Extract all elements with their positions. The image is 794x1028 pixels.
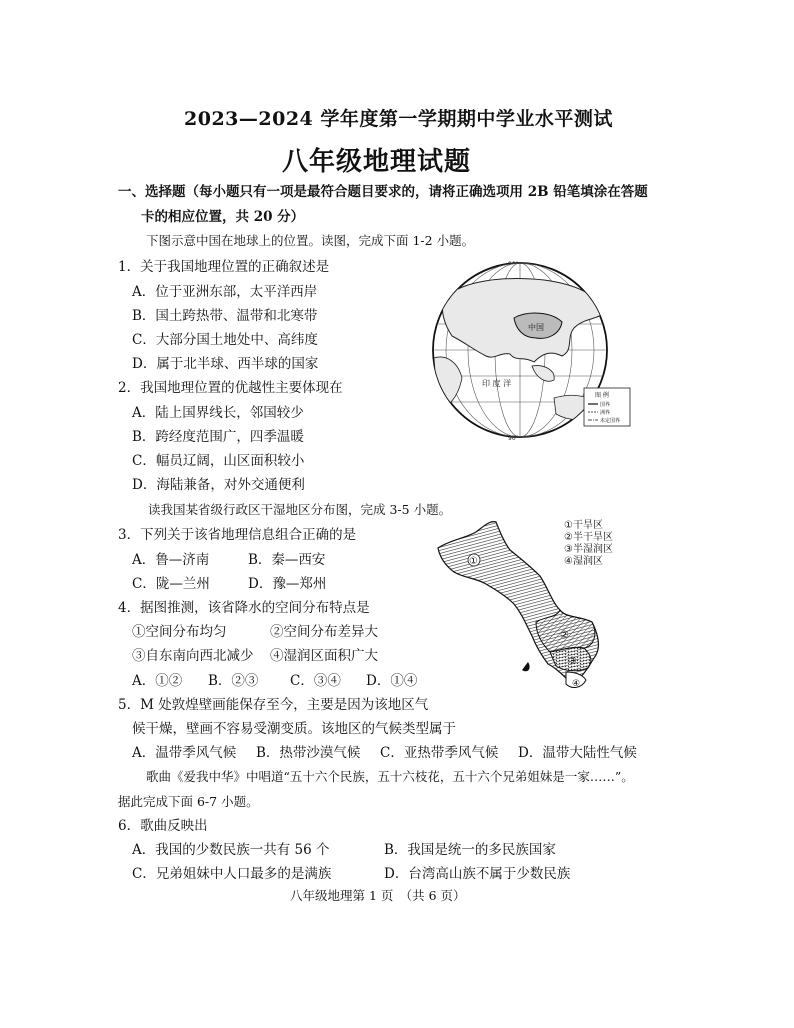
question-1-option-b: B．国土跨热带、温带和北寒带 bbox=[132, 308, 318, 324]
region-label-2: ② bbox=[560, 630, 569, 641]
question-1-stem: 1．关于我国地理位置的正确叙述是 bbox=[118, 259, 330, 275]
map-legend-semi-arid: ②半干旱区 bbox=[564, 532, 613, 543]
question-2-option-c: C．幅员辽阔，山区面积较小 bbox=[132, 453, 305, 469]
question-3-option-c: C．陇—兰州 bbox=[132, 576, 210, 592]
region-label-4: ④ bbox=[572, 679, 581, 689]
map-legend-humid: ④湿润区 bbox=[564, 556, 603, 567]
section-heading-line1: 一、选择题（每小题只有一项是最符合题目要求的，请将正确选项用 2B 铅笔填涂在答题 bbox=[118, 184, 648, 200]
question-2-stem: 2．我国地理位置的优越性主要体现在 bbox=[118, 380, 343, 396]
question-5-option-d: D．温带大陆性气候 bbox=[518, 745, 637, 761]
question-4-item-2: ②空间分布差异大 bbox=[270, 624, 378, 640]
question-5-option-a: A．温带季风气候 bbox=[132, 745, 237, 761]
question-4-item-4: ④湿润区面积广大 bbox=[270, 648, 378, 664]
globe-legend-title: 图 例 bbox=[595, 392, 609, 399]
question-6-option-a: A．我国的少数民族一共有 56 个 bbox=[132, 842, 330, 858]
globe-bottom-label: 90° bbox=[508, 435, 519, 442]
intro-questions-6-7-line1: 歌曲《爱我中华》中唱道“五十六个民族，五十六枝花，五十六个兄弟姐妹是一家……”。 bbox=[146, 769, 634, 784]
question-6-stem: 6．歌曲反映出 bbox=[118, 818, 208, 834]
question-4-option-b: B．②③ bbox=[208, 673, 259, 689]
question-5-option-b: B．热带沙漠气候 bbox=[256, 745, 361, 761]
globe-legend-item-1: 国界 bbox=[600, 402, 611, 408]
question-4-item-3: ③自东南向西北减少 bbox=[132, 648, 254, 664]
globe-legend-box bbox=[584, 388, 630, 426]
question-5-stem-line2: 候干燥，壁画不容易受潮变质。该地区的气候类型属于 bbox=[132, 721, 456, 737]
globe-map-figure bbox=[424, 258, 636, 442]
question-6-option-d: D．台湾高山族不属于少数民族 bbox=[384, 866, 571, 882]
question-4-item-1: ①空间分布均匀 bbox=[132, 624, 227, 640]
intro-questions-1-2: 下图示意中国在地球上的位置。读图，完成下面 1-2 小题。 bbox=[146, 233, 475, 248]
map-small-outline bbox=[522, 662, 530, 671]
globe-country-label: 中国 bbox=[528, 323, 544, 332]
question-1-option-d: D．属于北半球、西半球的国家 bbox=[132, 356, 319, 372]
exam-subject-title: 八年级地理试题 bbox=[282, 147, 472, 177]
question-3-stem: 3．下列关于该省地理信息组合正确的是 bbox=[118, 527, 357, 543]
page-footer: 八年级地理第 1 页 （共 6 页） bbox=[290, 888, 466, 903]
question-6-option-c: C．兄弟姐妹中人口最多的是满族 bbox=[132, 866, 332, 882]
globe-ocean-label: 印 度 洋 bbox=[482, 379, 512, 388]
question-2-option-a: A．陆上国界线长，邻国较少 bbox=[132, 405, 304, 421]
map-legend-arid: ①干旱区 bbox=[564, 520, 603, 531]
globe-legend-item-2: 洲界 bbox=[600, 410, 611, 416]
map-legend-semi-humid: ③半湿润区 bbox=[564, 544, 613, 555]
question-2-option-b: B．跨经度范围广，四季温暖 bbox=[132, 429, 304, 445]
question-4-option-a: A．①② bbox=[132, 673, 183, 689]
intro-questions-3-5: 读我国某省级行政区干湿地区分布图，完成 3-5 小题。 bbox=[148, 502, 452, 517]
question-4-option-d: D．①④ bbox=[366, 673, 418, 689]
section-heading-line2: 卡的相应位置，共 20 分） bbox=[141, 209, 305, 225]
question-4-stem: 4．据图推测，该省降水的空间分布特点是 bbox=[118, 600, 370, 616]
question-3-option-d: D．豫—郑州 bbox=[248, 576, 327, 592]
region-label-1: ① bbox=[469, 556, 478, 567]
question-1-option-c: C．大部分国土地处中、高纬度 bbox=[132, 332, 318, 348]
question-5-stem-line1: 5．M 处敦煌壁画能保存至今，主要是因为该地区气 bbox=[118, 697, 429, 713]
question-3-option-b: B．秦—西安 bbox=[248, 552, 326, 568]
question-1-option-a: A．位于亚洲东部，太平洋西岸 bbox=[132, 284, 318, 300]
globe-legend-item-3: 未定国界 bbox=[600, 418, 621, 424]
question-4-option-c: C．③④ bbox=[290, 673, 341, 689]
intro-questions-6-7-line2: 据此完成下面 6-7 小题。 bbox=[118, 794, 259, 809]
exam-year-title: 2023—2024 学年度第一学期期中学业水平测试 bbox=[184, 108, 613, 130]
region-label-3: ③ bbox=[568, 656, 577, 667]
question-3-option-a: A．鲁—济南 bbox=[132, 552, 210, 568]
question-5-option-c: C．亚热带季风气候 bbox=[380, 745, 499, 761]
question-2-option-d: D．海陆兼备，对外交通便利 bbox=[132, 477, 305, 493]
province-dry-wet-map bbox=[432, 518, 632, 692]
question-6-option-b: B．我国是统一的多民族国家 bbox=[384, 842, 556, 858]
